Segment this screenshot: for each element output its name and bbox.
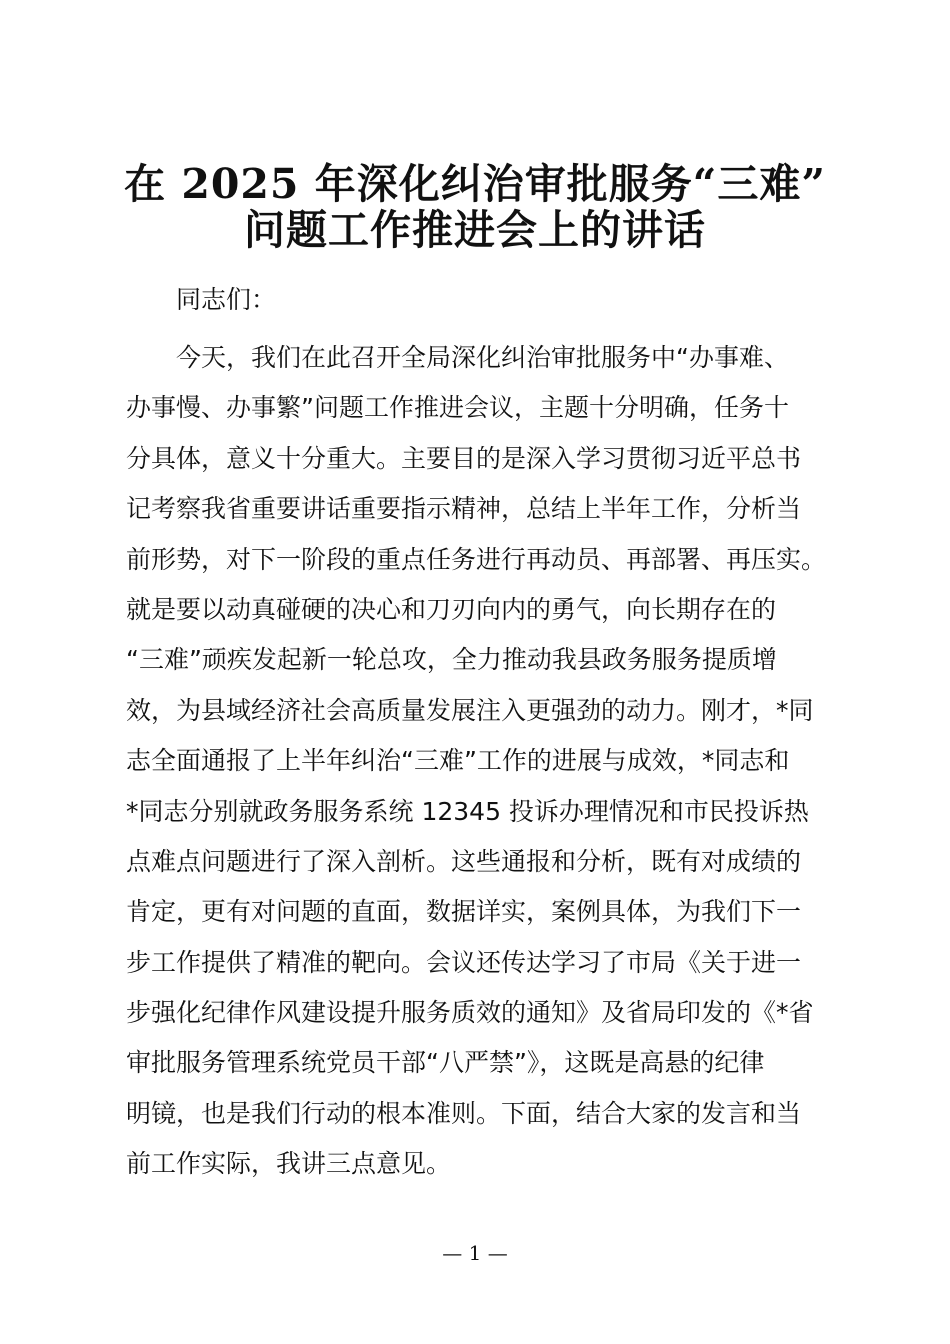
body-line: 分具体，意义十分重大。主要目的是深入学习贯彻习近平总书: [126, 443, 802, 473]
body-line: 点难点问题进行了深入剖析。这些通报和分析，既有对成绩的: [126, 846, 802, 876]
document-title-line-2: 问题工作推进会上的讲话: [244, 206, 706, 254]
salutation: 同志们：: [176, 285, 277, 314]
body-line: 前形势，对下一阶段的重点任务进行再动员、再部署、再压实。: [126, 544, 827, 574]
body-line: “三难”顽疾发起新一轮总攻，全力推动我县政务服务提质增: [126, 645, 777, 675]
body-line: 肯定，更有对问题的直面，数据详实，案例具体，为我们下一: [126, 897, 802, 927]
document-title-line-1: 在 2025 年深化纠治审批服务“三难”: [124, 160, 826, 208]
body-line: 步强化纪律作风建设提升服务质效的通知》及省局印发的《*省: [126, 998, 814, 1028]
body-line: 办事慢、办事繁”问题工作推进会议，主题十分明确，任务十: [126, 393, 789, 423]
body-line: 今天，我们在此召开全局深化纠治审批服务中“办事难、: [176, 343, 789, 372]
body-line: *同志分别就政务服务系统 12345 投诉办理情况和市民投诉热: [126, 796, 809, 826]
body-line: 效，为县域经济社会高质量发展注入更强劲的动力。刚才，*同: [126, 695, 814, 725]
body-line: 志全面通报了上半年纠治“三难”工作的进展与成效，*同志和: [126, 746, 790, 776]
body-line: 记考察我省重要讲话重要指示精神，总结上半年工作，分析当: [126, 494, 802, 524]
body-line: 步工作提供了精准的靶向。会议还传达学习了市局《关于进一: [126, 947, 802, 977]
body-line: 就是要以动真碰硬的决心和刀刃向内的勇气，向长期存在的: [126, 594, 777, 624]
body-line: 前工作实际，我讲三点意见。: [126, 1149, 452, 1179]
speech-body: [126, 333, 866, 1190]
body-line: 审批服务管理系统党员干部“八严禁”》，这既是高悬的纪律: [126, 1048, 765, 1078]
page-number: — 1 —: [442, 1241, 508, 1265]
body-line: 明镜，也是我们行动的根本准则。下面，结合大家的发言和当: [126, 1098, 802, 1128]
